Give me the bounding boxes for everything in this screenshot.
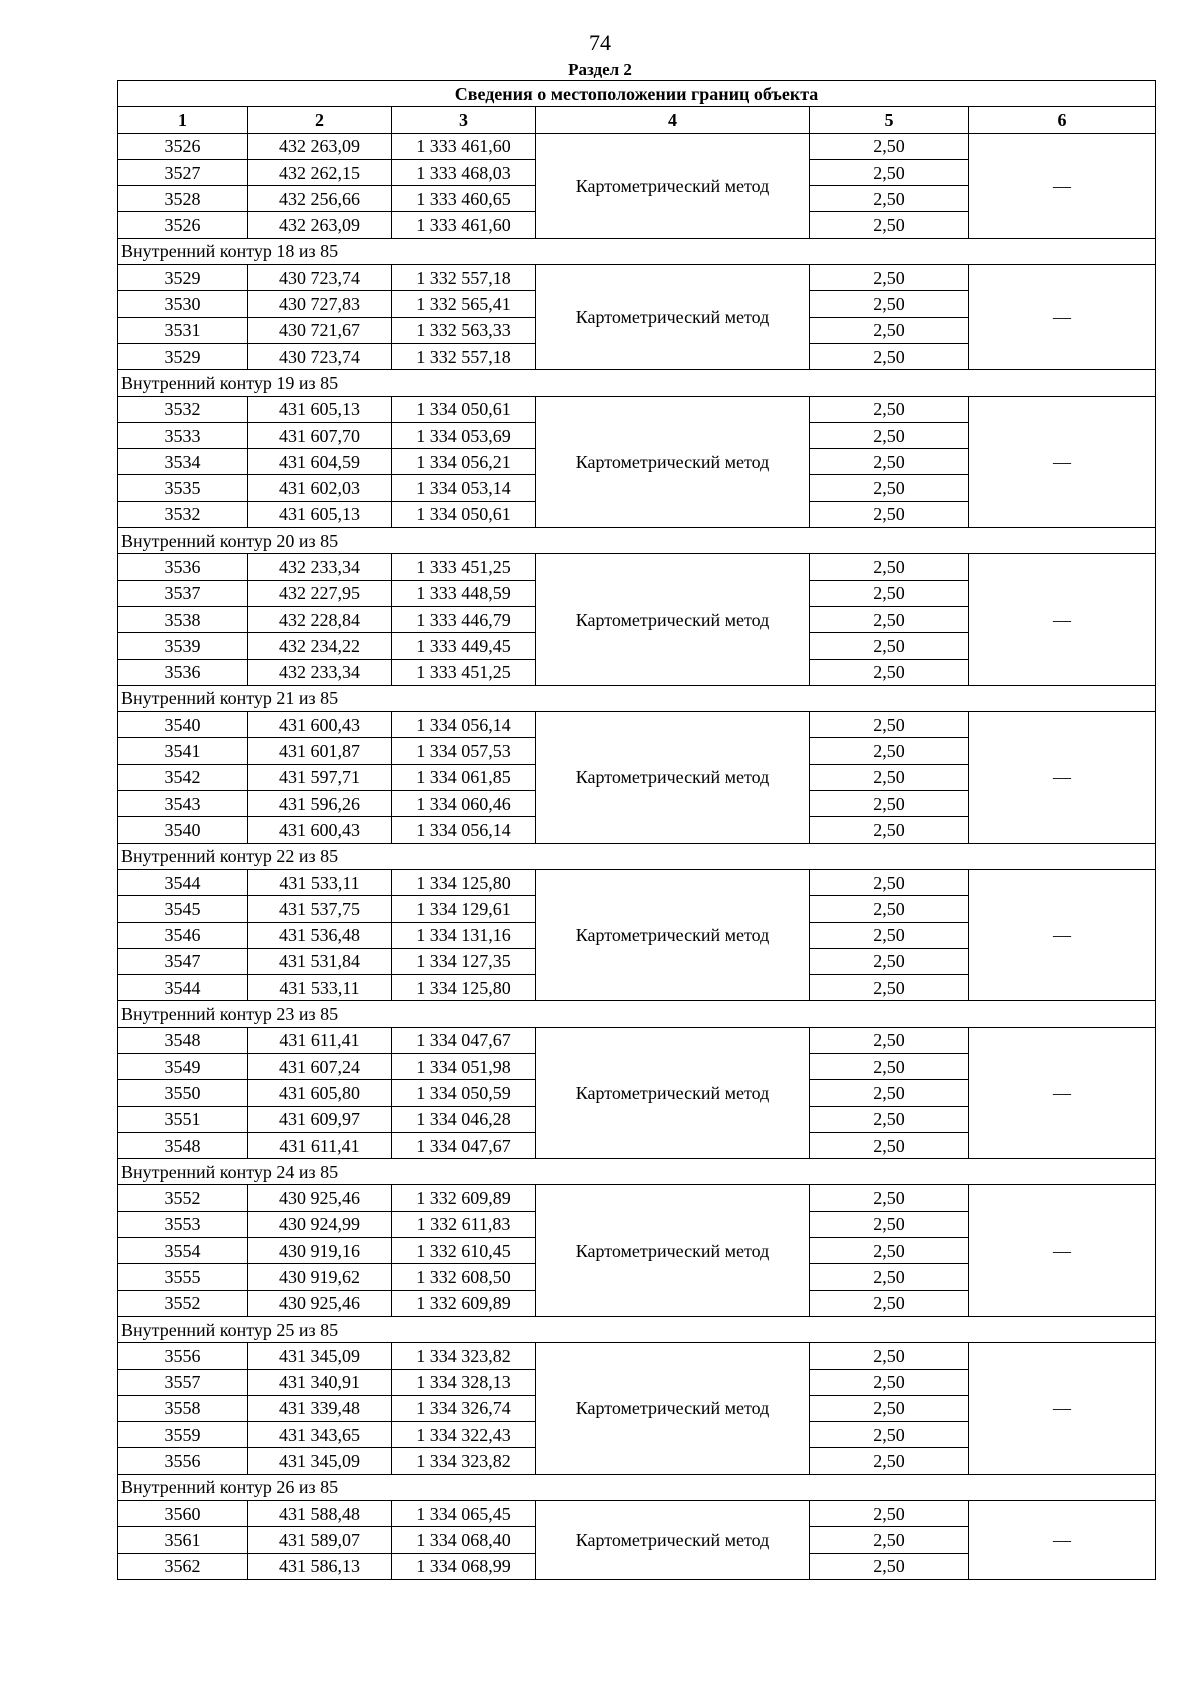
point-number: 3532 <box>118 396 248 422</box>
accuracy-value: 2,50 <box>810 291 969 317</box>
boundary-coordinates-table <box>117 80 1156 1580</box>
x-coordinate: 432 256,66 <box>248 186 392 212</box>
y-coordinate: 1 332 611,83 <box>392 1211 536 1237</box>
column-header: 4 <box>536 107 810 133</box>
y-coordinate: 1 333 448,59 <box>392 580 536 606</box>
y-coordinate: 1 334 061,85 <box>392 764 536 790</box>
contour-label: Внутренний контур 25 из 85 <box>118 1316 1156 1342</box>
contour-label: Внутренний контур 22 из 85 <box>118 843 1156 869</box>
y-coordinate: 1 333 460,65 <box>392 186 536 212</box>
y-coordinate: 1 332 563,33 <box>392 317 536 343</box>
point-number: 3541 <box>118 738 248 764</box>
x-coordinate: 431 345,09 <box>248 1448 392 1474</box>
y-coordinate: 1 334 129,61 <box>392 896 536 922</box>
point-number: 3547 <box>118 948 248 974</box>
y-coordinate: 1 334 056,14 <box>392 817 536 843</box>
point-number: 3538 <box>118 606 248 632</box>
x-coordinate: 431 339,48 <box>248 1395 392 1421</box>
point-number: 3530 <box>118 291 248 317</box>
point-number: 3544 <box>118 975 248 1001</box>
accuracy-value: 2,50 <box>810 1553 969 1579</box>
table-row <box>118 1027 1156 1053</box>
contour-label: Внутренний контур 23 из 85 <box>118 1001 1156 1027</box>
y-coordinate: 1 332 557,18 <box>392 265 536 291</box>
accuracy-value: 2,50 <box>810 396 969 422</box>
accuracy-value: 2,50 <box>810 948 969 974</box>
x-coordinate: 430 925,46 <box>248 1290 392 1316</box>
accuracy-value: 2,50 <box>810 554 969 580</box>
x-coordinate: 431 605,80 <box>248 1080 392 1106</box>
determination-method: Картометрический метод <box>536 1501 810 1580</box>
y-coordinate: 1 334 068,99 <box>392 1553 536 1579</box>
y-coordinate: 1 332 609,89 <box>392 1185 536 1211</box>
x-coordinate: 431 533,11 <box>248 975 392 1001</box>
y-coordinate: 1 334 068,40 <box>392 1527 536 1553</box>
accuracy-value: 2,50 <box>810 1290 969 1316</box>
accuracy-value: 2,50 <box>810 791 969 817</box>
accuracy-value: 2,50 <box>810 712 969 738</box>
accuracy-value: 2,50 <box>810 317 969 343</box>
y-coordinate: 1 334 065,45 <box>392 1501 536 1527</box>
contour-header-row <box>118 238 1156 264</box>
y-coordinate: 1 333 468,03 <box>392 159 536 185</box>
point-number: 3551 <box>118 1106 248 1132</box>
point-number: 3555 <box>118 1264 248 1290</box>
description-dash: — <box>969 1185 1156 1316</box>
accuracy-value: 2,50 <box>810 186 969 212</box>
contour-header-row <box>118 370 1156 396</box>
contour-header-row <box>118 1159 1156 1185</box>
point-number: 3546 <box>118 922 248 948</box>
y-coordinate: 1 333 451,25 <box>392 659 536 685</box>
determination-method: Картометрический метод <box>536 133 810 238</box>
x-coordinate: 430 924,99 <box>248 1211 392 1237</box>
point-number: 3539 <box>118 633 248 659</box>
y-coordinate: 1 332 610,45 <box>392 1238 536 1264</box>
y-coordinate: 1 334 323,82 <box>392 1448 536 1474</box>
accuracy-value: 2,50 <box>810 1238 969 1264</box>
x-coordinate: 431 533,11 <box>248 869 392 895</box>
x-coordinate: 430 723,74 <box>248 343 392 369</box>
x-coordinate: 430 919,16 <box>248 1238 392 1264</box>
description-dash: — <box>969 265 1156 370</box>
description-dash: — <box>969 1027 1156 1158</box>
accuracy-value: 2,50 <box>810 422 969 448</box>
point-number: 3556 <box>118 1448 248 1474</box>
contour-header-row <box>118 843 1156 869</box>
description-dash: — <box>969 1343 1156 1474</box>
x-coordinate: 430 727,83 <box>248 291 392 317</box>
accuracy-value: 2,50 <box>810 1106 969 1132</box>
accuracy-value: 2,50 <box>810 1132 969 1158</box>
point-number: 3544 <box>118 869 248 895</box>
point-number: 3548 <box>118 1027 248 1053</box>
column-header: 1 <box>118 107 248 133</box>
y-coordinate: 1 333 449,45 <box>392 633 536 659</box>
accuracy-value: 2,50 <box>810 1027 969 1053</box>
point-number: 3552 <box>118 1290 248 1316</box>
accuracy-value: 2,50 <box>810 1395 969 1421</box>
contour-label: Внутренний контур 19 из 85 <box>118 370 1156 396</box>
point-number: 3529 <box>118 343 248 369</box>
accuracy-value: 2,50 <box>810 159 969 185</box>
x-coordinate: 431 531,84 <box>248 948 392 974</box>
description-dash: — <box>969 712 1156 843</box>
accuracy-value: 2,50 <box>810 1501 969 1527</box>
x-coordinate: 431 601,87 <box>248 738 392 764</box>
point-number: 3533 <box>118 422 248 448</box>
point-number: 3526 <box>118 133 248 159</box>
table-row <box>118 133 1156 159</box>
x-coordinate: 432 263,09 <box>248 133 392 159</box>
description-dash: — <box>969 869 1156 1000</box>
y-coordinate: 1 334 053,14 <box>392 475 536 501</box>
x-coordinate: 431 602,03 <box>248 475 392 501</box>
x-coordinate: 432 234,22 <box>248 633 392 659</box>
accuracy-value: 2,50 <box>810 1080 969 1106</box>
column-header: 3 <box>392 107 536 133</box>
column-header: 6 <box>969 107 1156 133</box>
point-number: 3540 <box>118 817 248 843</box>
x-coordinate: 431 605,13 <box>248 501 392 527</box>
accuracy-value: 2,50 <box>810 265 969 291</box>
accuracy-value: 2,50 <box>810 343 969 369</box>
x-coordinate: 432 262,15 <box>248 159 392 185</box>
accuracy-value: 2,50 <box>810 475 969 501</box>
accuracy-value: 2,50 <box>810 1422 969 1448</box>
point-number: 3545 <box>118 896 248 922</box>
y-coordinate: 1 334 047,67 <box>392 1132 536 1158</box>
point-number: 3536 <box>118 554 248 580</box>
column-header: 2 <box>248 107 392 133</box>
point-number: 3537 <box>118 580 248 606</box>
table-row <box>118 869 1156 895</box>
accuracy-value: 2,50 <box>810 133 969 159</box>
accuracy-value: 2,50 <box>810 212 969 238</box>
table-row <box>118 396 1156 422</box>
accuracy-value: 2,50 <box>810 633 969 659</box>
description-dash: — <box>969 1501 1156 1580</box>
contour-header-row <box>118 1001 1156 1027</box>
x-coordinate: 431 340,91 <box>248 1369 392 1395</box>
x-coordinate: 431 588,48 <box>248 1501 392 1527</box>
point-number: 3531 <box>118 317 248 343</box>
point-number: 3558 <box>118 1395 248 1421</box>
point-number: 3552 <box>118 1185 248 1211</box>
x-coordinate: 431 607,70 <box>248 422 392 448</box>
x-coordinate: 431 600,43 <box>248 817 392 843</box>
determination-method: Картометрический метод <box>536 1027 810 1158</box>
x-coordinate: 431 605,13 <box>248 396 392 422</box>
x-coordinate: 431 604,59 <box>248 449 392 475</box>
x-coordinate: 431 343,65 <box>248 1422 392 1448</box>
contour-label: Внутренний контур 20 из 85 <box>118 528 1156 554</box>
table-row <box>118 265 1156 291</box>
point-number: 3526 <box>118 212 248 238</box>
x-coordinate: 431 586,13 <box>248 1553 392 1579</box>
y-coordinate: 1 334 051,98 <box>392 1053 536 1079</box>
point-number: 3543 <box>118 791 248 817</box>
y-coordinate: 1 332 565,41 <box>392 291 536 317</box>
point-number: 3554 <box>118 1238 248 1264</box>
contour-header-row <box>118 685 1156 711</box>
x-coordinate: 431 611,41 <box>248 1027 392 1053</box>
accuracy-value: 2,50 <box>810 738 969 764</box>
section-title: Раздел 2 <box>568 60 632 79</box>
accuracy-value: 2,50 <box>810 1527 969 1553</box>
x-coordinate: 431 537,75 <box>248 896 392 922</box>
determination-method: Картометрический метод <box>536 712 810 843</box>
contour-label: Внутренний контур 18 из 85 <box>118 238 1156 264</box>
table-row <box>118 554 1156 580</box>
x-coordinate: 431 589,07 <box>248 1527 392 1553</box>
y-coordinate: 1 333 461,60 <box>392 133 536 159</box>
x-coordinate: 431 611,41 <box>248 1132 392 1158</box>
y-coordinate: 1 334 127,35 <box>392 948 536 974</box>
contour-header-row <box>118 528 1156 554</box>
point-number: 3528 <box>118 186 248 212</box>
contour-header-row <box>118 1474 1156 1500</box>
accuracy-value: 2,50 <box>810 1343 969 1369</box>
x-coordinate: 432 233,34 <box>248 554 392 580</box>
point-number: 3536 <box>118 659 248 685</box>
x-coordinate: 431 597,71 <box>248 764 392 790</box>
x-coordinate: 432 228,84 <box>248 606 392 632</box>
accuracy-value: 2,50 <box>810 975 969 1001</box>
y-coordinate: 1 332 608,50 <box>392 1264 536 1290</box>
accuracy-value: 2,50 <box>810 1369 969 1395</box>
point-number: 3562 <box>118 1553 248 1579</box>
accuracy-value: 2,50 <box>810 869 969 895</box>
determination-method: Картометрический метод <box>536 869 810 1000</box>
point-number: 3540 <box>118 712 248 738</box>
y-coordinate: 1 333 446,79 <box>392 606 536 632</box>
determination-method: Картометрический метод <box>536 1185 810 1316</box>
accuracy-value: 2,50 <box>810 1264 969 1290</box>
y-coordinate: 1 332 557,18 <box>392 343 536 369</box>
y-coordinate: 1 334 046,28 <box>392 1106 536 1132</box>
accuracy-value: 2,50 <box>810 1053 969 1079</box>
contour-label: Внутренний контур 24 из 85 <box>118 1159 1156 1185</box>
table-row <box>118 1185 1156 1211</box>
x-coordinate: 431 607,24 <box>248 1053 392 1079</box>
y-coordinate: 1 332 609,89 <box>392 1290 536 1316</box>
contour-header-row <box>118 1316 1156 1342</box>
point-number: 3553 <box>118 1211 248 1237</box>
x-coordinate: 430 919,62 <box>248 1264 392 1290</box>
determination-method: Картометрический метод <box>536 265 810 370</box>
point-number: 3560 <box>118 1501 248 1527</box>
column-header: 5 <box>810 107 969 133</box>
table-body <box>118 133 1156 1579</box>
y-coordinate: 1 334 056,21 <box>392 449 536 475</box>
accuracy-value: 2,50 <box>810 1185 969 1211</box>
y-coordinate: 1 334 131,16 <box>392 922 536 948</box>
x-coordinate: 431 345,09 <box>248 1343 392 1369</box>
x-coordinate: 432 233,34 <box>248 659 392 685</box>
accuracy-value: 2,50 <box>810 817 969 843</box>
determination-method: Картометрический метод <box>536 396 810 527</box>
y-coordinate: 1 334 328,13 <box>392 1369 536 1395</box>
y-coordinate: 1 333 461,60 <box>392 212 536 238</box>
x-coordinate: 431 609,97 <box>248 1106 392 1132</box>
determination-method: Картометрический метод <box>536 1343 810 1474</box>
contour-label: Внутренний контур 26 из 85 <box>118 1474 1156 1500</box>
x-coordinate: 430 925,46 <box>248 1185 392 1211</box>
y-coordinate: 1 334 047,67 <box>392 1027 536 1053</box>
page-number: 74 <box>589 30 611 55</box>
description-dash: — <box>969 133 1156 238</box>
x-coordinate: 432 263,09 <box>248 212 392 238</box>
description-dash: — <box>969 554 1156 685</box>
contour-label: Внутренний контур 21 из 85 <box>118 685 1156 711</box>
accuracy-value: 2,50 <box>810 896 969 922</box>
table-row <box>118 1501 1156 1527</box>
y-coordinate: 1 334 050,61 <box>392 501 536 527</box>
x-coordinate: 432 227,95 <box>248 580 392 606</box>
description-dash: — <box>969 396 1156 527</box>
y-coordinate: 1 334 323,82 <box>392 1343 536 1369</box>
x-coordinate: 431 596,26 <box>248 791 392 817</box>
point-number: 3529 <box>118 265 248 291</box>
table-title: Сведения о местоположении границ объекта <box>118 81 1156 107</box>
x-coordinate: 430 721,67 <box>248 317 392 343</box>
accuracy-value: 2,50 <box>810 501 969 527</box>
y-coordinate: 1 333 451,25 <box>392 554 536 580</box>
accuracy-value: 2,50 <box>810 1448 969 1474</box>
y-coordinate: 1 334 125,80 <box>392 975 536 1001</box>
accuracy-value: 2,50 <box>810 606 969 632</box>
point-number: 3548 <box>118 1132 248 1158</box>
accuracy-value: 2,50 <box>810 764 969 790</box>
x-coordinate: 430 723,74 <box>248 265 392 291</box>
accuracy-value: 2,50 <box>810 922 969 948</box>
determination-method: Картометрический метод <box>536 554 810 685</box>
point-number: 3550 <box>118 1080 248 1106</box>
y-coordinate: 1 334 056,14 <box>392 712 536 738</box>
point-number: 3561 <box>118 1527 248 1553</box>
y-coordinate: 1 334 060,46 <box>392 791 536 817</box>
point-number: 3557 <box>118 1369 248 1395</box>
accuracy-value: 2,50 <box>810 1211 969 1237</box>
point-number: 3556 <box>118 1343 248 1369</box>
table-row <box>118 712 1156 738</box>
x-coordinate: 431 600,43 <box>248 712 392 738</box>
y-coordinate: 1 334 050,59 <box>392 1080 536 1106</box>
point-number: 3527 <box>118 159 248 185</box>
point-number: 3542 <box>118 764 248 790</box>
y-coordinate: 1 334 322,43 <box>392 1422 536 1448</box>
y-coordinate: 1 334 053,69 <box>392 422 536 448</box>
table-row <box>118 1343 1156 1369</box>
y-coordinate: 1 334 050,61 <box>392 396 536 422</box>
y-coordinate: 1 334 326,74 <box>392 1395 536 1421</box>
point-number: 3534 <box>118 449 248 475</box>
x-coordinate: 431 536,48 <box>248 922 392 948</box>
point-number: 3535 <box>118 475 248 501</box>
point-number: 3549 <box>118 1053 248 1079</box>
accuracy-value: 2,50 <box>810 449 969 475</box>
accuracy-value: 2,50 <box>810 580 969 606</box>
y-coordinate: 1 334 125,80 <box>392 869 536 895</box>
accuracy-value: 2,50 <box>810 659 969 685</box>
point-number: 3532 <box>118 501 248 527</box>
y-coordinate: 1 334 057,53 <box>392 738 536 764</box>
point-number: 3559 <box>118 1422 248 1448</box>
